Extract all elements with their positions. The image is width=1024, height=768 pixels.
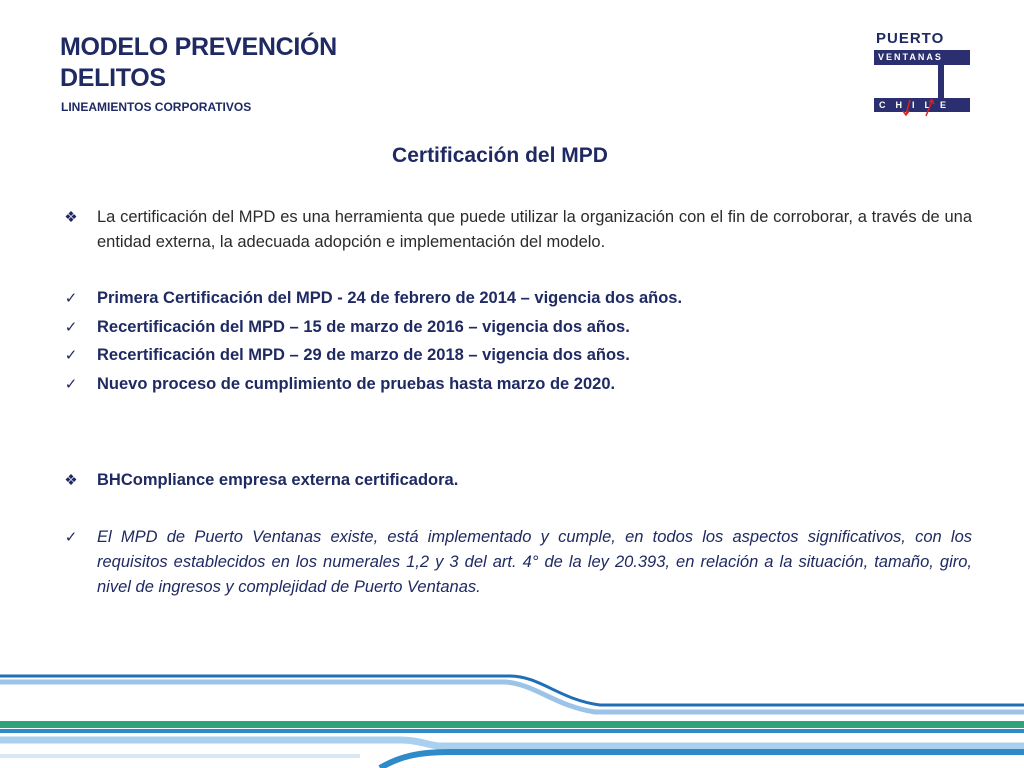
- intro-text: La certificación del MPD es una herramienta que puede utilizar la organización con el fin de corroborar, a través de una entidad externa, la adecuada adopción e implementación del modelo.: [97, 208, 972, 251]
- check-icon: ✓: [64, 319, 78, 336]
- list-item: [60, 315, 972, 340]
- footer-decoration: [0, 660, 1024, 768]
- section-title: Certificación del MPD: [392, 144, 608, 167]
- diamond-bullet-icon: ❖: [64, 472, 78, 489]
- intro-paragraph: [60, 205, 972, 255]
- logo-bar: [938, 65, 944, 99]
- list-item-text: Primera Certificación del MPD - 24 de febrero de 2014 – vigencia dos años.: [97, 289, 683, 307]
- certifier-item: [60, 468, 972, 493]
- check-icon: ✓: [64, 529, 78, 546]
- logo-text-middle: VENTANAS S.A.: [874, 50, 970, 65]
- logo-text-top: PUERTO: [876, 30, 945, 47]
- page-title-line-2: DELITOS: [60, 64, 166, 92]
- list-item-text: Recertificación del MPD – 29 de marzo de 2018 – vigencia dos años.: [97, 346, 630, 364]
- list-item-text: Recertificación del MPD – 15 de marzo de 2016 – vigencia dos años.: [97, 318, 630, 336]
- check-icon: ✓: [64, 347, 78, 364]
- company-logo: [868, 28, 980, 114]
- list-item: [60, 372, 972, 397]
- list-item: [60, 343, 972, 368]
- logo-arrows-icon: [898, 98, 948, 118]
- check-icon: ✓: [64, 290, 78, 307]
- list-item: [60, 286, 972, 311]
- check-icon: ✓: [64, 376, 78, 393]
- certifier-text: BHCompliance empresa externa certificadora.: [97, 471, 459, 489]
- page-subtitle: LINEAMIENTOS CORPORATIVOS: [61, 100, 252, 114]
- diamond-bullet-icon: ❖: [64, 209, 78, 226]
- page-title-line-1: MODELO PREVENCIÓN: [60, 33, 337, 61]
- list-item-text: Nuevo proceso de cumplimiento de pruebas hasta marzo de 2020.: [97, 375, 616, 393]
- conclusion-text: El MPD de Puerto Ventanas existe, está implementado y cumple, en todos los aspectos significativos, con los requisitos establecidos en los numerales 1,2 y 3 del art. 4° de la ley 20.393, en relación a la situación, tamaño, giro, nivel de ingresos y complejidad de Puerto Ventanas.: [97, 528, 972, 596]
- conclusion-item: [60, 525, 972, 600]
- logo-text-bottom: CHILE: [874, 98, 970, 112]
- page-title: [60, 32, 337, 94]
